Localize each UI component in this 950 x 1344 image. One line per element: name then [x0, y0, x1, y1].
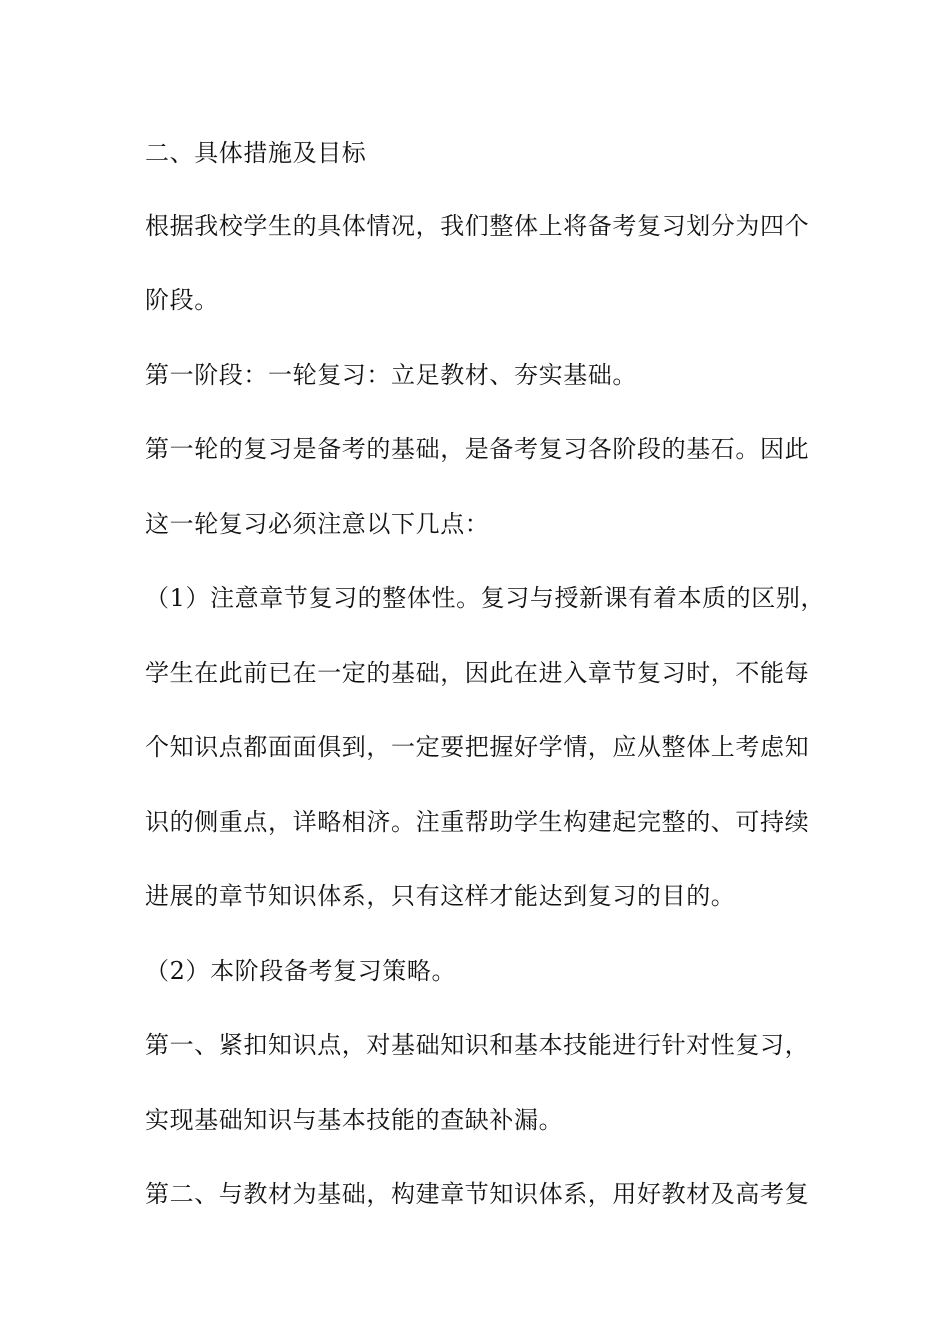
paragraph-line: 第二、与教材为基础，构建章节知识体系，用好教材及高考复 [145, 1180, 810, 1208]
paragraph-line: 第一、紧扣知识点，对基础知识和基本技能进行针对性复习， [145, 1031, 810, 1059]
paragraph-line: 阶段。 [145, 286, 219, 314]
paragraph-line: 学生在此前已在一定的基础，因此在进入章节复习时，不能每 [145, 659, 810, 687]
paragraph-line: 第一轮的复习是备考的基础，是备考复习各阶段的基石。因此 [145, 435, 810, 463]
paragraph-line: 第一阶段：一轮复习：立足教材、夯实基础。 [145, 361, 637, 389]
paragraph-line: 个知识点都面面俱到，一定要把握好学情，应从整体上考虑知 [145, 733, 810, 761]
paragraph-line: 实现基础知识与基本技能的查缺补漏。 [145, 1106, 564, 1134]
paragraph-line: 这一轮复习必须注意以下几点： [145, 510, 490, 538]
paragraph-line: 根据我校学生的具体情况，我们整体上将备考复习划分为四个 [145, 212, 810, 240]
paragraph-line: （2）本阶段备考复习策略。 [145, 957, 457, 985]
section-heading: 二、具体措施及目标 [145, 139, 367, 167]
paragraph-line: 识的侧重点，详略相济。注重帮助学生构建起完整的、可持续 [145, 808, 810, 836]
paragraph-line: 进展的章节知识体系，只有这样才能达到复习的目的。 [145, 882, 736, 910]
paragraph-line: （1）注意章节复习的整体性。复习与授新课有着本质的区别， [145, 584, 826, 612]
